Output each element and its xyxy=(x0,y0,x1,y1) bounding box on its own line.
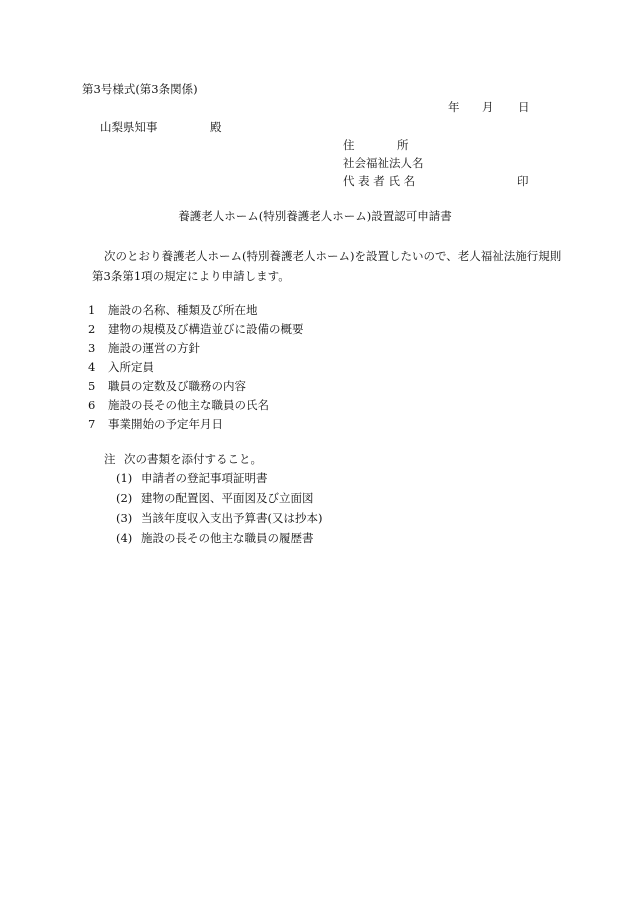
item-number: 1 xyxy=(88,303,96,317)
address-label-part1: 住 xyxy=(343,138,355,152)
form-number-label: 第3号様式(第3条関係) xyxy=(82,82,198,96)
attachment-number: (3) xyxy=(116,511,133,525)
item-text: 建物の規模及び構造並びに設備の概要 xyxy=(108,322,304,336)
body-text: 次のとおり養護老人ホーム(特別養護老人ホーム)を設置したいので、老人福祉法施行規則第3条第1項の規定により申請します。 xyxy=(92,249,562,283)
note-text: 次の書類を添付すること。 xyxy=(124,452,262,466)
item-number: 7 xyxy=(88,417,96,431)
date-day-label: 日 xyxy=(518,100,530,114)
address-row xyxy=(343,139,424,157)
application-body xyxy=(92,246,562,286)
item-text: 施設の名称、種類及び所在地 xyxy=(108,303,258,317)
representative-label: 代 表 者 氏 名 xyxy=(343,174,416,188)
item-text: 事業開始の予定年月日 xyxy=(108,417,223,431)
item-text: 施設の長その他主な職員の氏名 xyxy=(108,398,269,412)
item-number: 6 xyxy=(88,398,96,412)
item-number: 3 xyxy=(88,341,96,355)
attachment-text: 申請者の登記事項証明書 xyxy=(141,471,268,485)
attachment-text: 施設の長その他主な職員の履歴書 xyxy=(141,531,314,545)
addressee-suffix: 殿 xyxy=(210,120,222,134)
date-month-label: 月 xyxy=(482,100,494,114)
addressee xyxy=(100,120,222,135)
date-year-label: 年 xyxy=(448,100,460,114)
document-title: 養護老人ホーム(特別養護老人ホーム)設置認可申請書 xyxy=(178,209,452,223)
item-text: 職員の定数及び職務の内容 xyxy=(108,379,246,393)
attachment-number: (4) xyxy=(116,531,133,545)
addressee-name: 山梨県知事 xyxy=(100,120,158,134)
item-number: 2 xyxy=(88,322,96,336)
seal-mark: 印 xyxy=(517,174,529,188)
item-text: 施設の運営の方針 xyxy=(108,341,200,355)
date-line xyxy=(0,101,630,117)
representative-row xyxy=(343,174,529,193)
attachment-number: (2) xyxy=(116,491,133,505)
item-number: 4 xyxy=(88,360,96,374)
applicant-block xyxy=(343,138,529,193)
corp-name-label: 社会福祉法人名 xyxy=(343,156,424,170)
address-label-part2: 所 xyxy=(397,138,409,152)
attachment-number: (1) xyxy=(116,471,133,485)
corp-name-row xyxy=(343,157,424,175)
attachment-text: 建物の配置図、平面図及び立面図 xyxy=(141,491,314,505)
item-text: 入所定員 xyxy=(108,360,154,374)
item-number: 5 xyxy=(88,379,96,393)
attachment-text: 当該年度収入支出予算書(又は抄本) xyxy=(141,511,323,525)
note-label: 注 xyxy=(104,452,116,466)
